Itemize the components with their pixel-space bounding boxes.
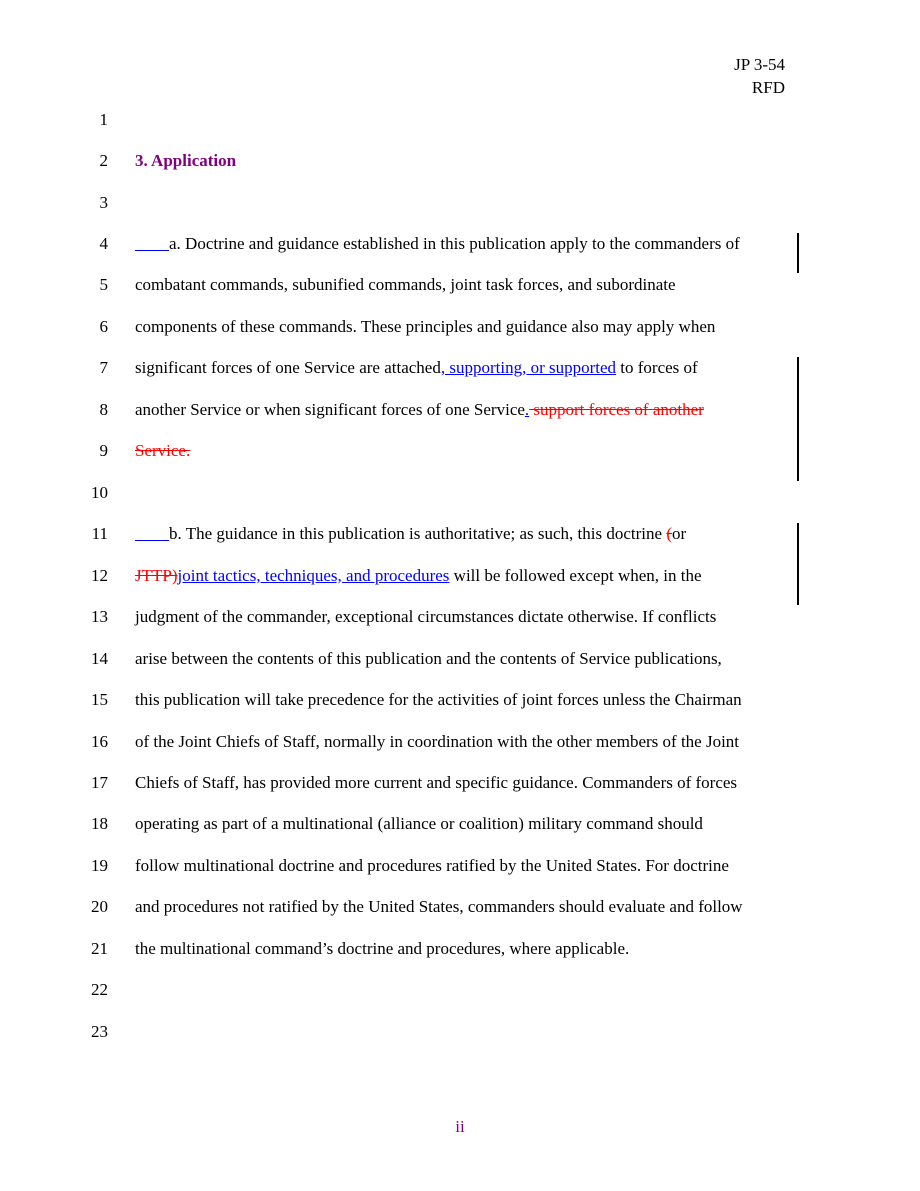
paragraph-a-line — [135, 399, 704, 421]
line-number: 21 — [91, 939, 108, 958]
paragraph-a-line — [135, 233, 740, 255]
page-number: ii — [455, 1117, 465, 1136]
inserted-text: , supporting, or supported — [440, 358, 617, 377]
inserted-blank: ____ — [135, 524, 169, 543]
line-number: 4 — [99, 234, 108, 253]
line-number: 16 — [91, 732, 108, 751]
document-status: RFD — [751, 78, 785, 97]
paragraph-a-line — [135, 357, 698, 379]
deleted-text: JTTP) — [135, 566, 178, 585]
line-number: 6 — [99, 317, 108, 336]
paragraph-b-line: the multinational command’s doctrine and procedures, where applicable. — [135, 939, 630, 958]
paragraph-b-line: follow multinational doctrine and procedures ratified by the United States. For doctrine — [135, 856, 729, 875]
text-run: or — [671, 524, 687, 543]
line-number: 19 — [91, 856, 108, 875]
change-bar — [797, 357, 799, 481]
paragraph-b-line: this publication will take precedence for the activities of joint forces unless the Chairman — [135, 690, 742, 709]
section-heading: 3. Application — [135, 151, 237, 170]
text-run: significant forces of one Service are attached — [135, 358, 441, 377]
paragraph-b-line: of the Joint Chiefs of Staff, normally in coordination with the other members of the Joint — [135, 732, 740, 751]
paragraph-b-line: Chiefs of Staff, has provided more current and specific guidance. Commanders of forces — [135, 773, 738, 792]
line-number: 14 — [91, 649, 108, 668]
line-number: 9 — [99, 441, 108, 460]
line-number: 23 — [91, 1022, 108, 1041]
text-run: will be followed except when, in the — [449, 566, 702, 585]
line-number: 13 — [91, 607, 108, 626]
inserted-text: joint tactics, techniques, and procedures — [177, 566, 450, 585]
line-number: 5 — [99, 275, 108, 294]
paragraph-a-line — [135, 440, 190, 462]
document-id: JP 3-54 — [734, 55, 785, 74]
paragraph-a-line: combatant commands, subunified commands, joint task forces, and subordinate — [135, 275, 676, 294]
change-bar — [797, 523, 799, 605]
inserted-blank: ____ — [135, 234, 169, 253]
line-number: 7 — [99, 358, 108, 377]
text-run: another Service or when significant forces of one Service — [135, 400, 525, 419]
line-number: 11 — [91, 524, 108, 543]
text-run: b. The guidance in this publication is authoritative; as such, this doctrine — [169, 524, 667, 543]
line-number: 17 — [91, 773, 108, 792]
line-number: 15 — [91, 690, 108, 709]
paragraph-b-line: operating as part of a multinational (alliance or coalition) military command should — [135, 814, 703, 833]
change-bar — [797, 233, 799, 273]
paragraph-b-line — [135, 565, 702, 587]
paragraph-b-line: and procedures not ratified by the United States, commanders should evaluate and follow — [135, 897, 743, 916]
line-number: 10 — [91, 483, 108, 502]
line-number: 1 — [99, 110, 108, 129]
deleted-text: ( — [666, 524, 672, 543]
deleted-text: support forces of another — [529, 400, 704, 419]
paragraph-b-line: judgment of the commander, exceptional circumstances dictate otherwise. If conflicts — [135, 607, 717, 626]
deleted-text: Service. — [135, 441, 191, 460]
paragraph-b-line — [135, 523, 686, 545]
line-number: 8 — [99, 400, 108, 419]
document-header — [734, 53, 785, 99]
paragraph-b-line: arise between the contents of this publication and the contents of Service publications, — [135, 649, 722, 668]
text-run: to forces of — [616, 358, 698, 377]
line-number: 22 — [91, 980, 108, 999]
line-number: 20 — [91, 897, 108, 916]
line-number: 18 — [91, 814, 108, 833]
paragraph-a-line: components of these commands. These principles and guidance also may apply when — [135, 317, 716, 336]
text-run: a. Doctrine and guidance established in this publication apply to the commanders of — [169, 234, 740, 253]
inserted-text: . — [524, 400, 530, 419]
line-number: 2 — [99, 151, 108, 170]
line-number: 3 — [99, 193, 108, 212]
line-number: 12 — [91, 566, 108, 585]
